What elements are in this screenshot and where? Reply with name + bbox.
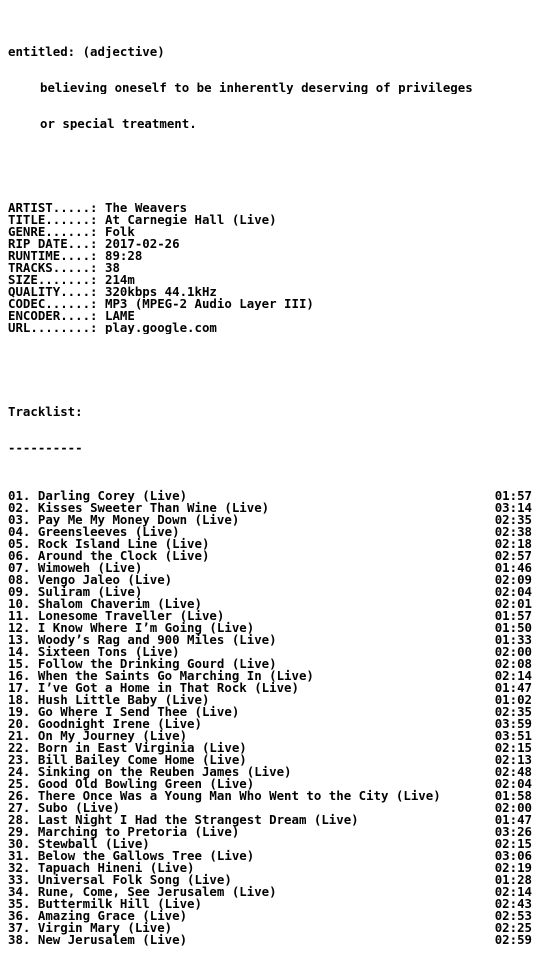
track-title: Go Where I Send Thee (Live) — [37, 704, 240, 719]
track-title: Born in East Virginia (Live) — [37, 740, 247, 755]
track-title: Lonesome Traveller (Live) — [37, 608, 225, 623]
info-row — [8, 238, 532, 250]
track-title: Good Old Bowling Green (Live) — [37, 776, 255, 791]
track-title: Shalom Chaverim (Live) — [37, 596, 202, 611]
track-row — [8, 934, 532, 946]
track-title: Below the Gallows Tree (Live) — [37, 848, 255, 863]
info-row — [8, 274, 532, 286]
nfo-document — [8, 22, 532, 958]
track-duration: 02:15 — [494, 740, 532, 755]
track-title: Buttermilk Hill (Live) — [37, 896, 202, 911]
definition-line-2: or special treatment. — [40, 118, 197, 130]
track-duration: 02:43 — [494, 896, 532, 911]
track-number: 35. — [8, 896, 31, 911]
track-number: 27. — [8, 800, 31, 815]
track-duration: 02:35 — [494, 704, 532, 719]
track-duration: 02:14 — [494, 668, 532, 683]
info-row — [8, 262, 532, 274]
track-number: 23. — [8, 752, 31, 767]
track-title: Subo (Live) — [37, 800, 120, 815]
track-number: 26. — [8, 788, 31, 803]
track-title: Rune, Come, See Jerusalem (Live) — [37, 884, 277, 899]
info-value: MP3 (MPEG-2 Audio Layer III) — [105, 298, 314, 310]
info-value: 38 — [105, 262, 120, 274]
track-number: 24. — [8, 764, 31, 779]
track-number: 30. — [8, 836, 31, 851]
info-key: ENCODER....: — [8, 310, 98, 322]
track-title: When the Saints Go Marching In (Live) — [37, 668, 314, 683]
track-title: Around the Clock (Live) — [37, 548, 210, 563]
track-title: Last Night I Had the Strangest Dream (Live) — [37, 812, 359, 827]
track-number: 38. — [8, 932, 31, 947]
info-key: URL........: — [8, 322, 98, 334]
track-number: 09. — [8, 584, 31, 599]
track-title: Hush Little Baby (Live) — [37, 692, 210, 707]
track-duration: 02:01 — [494, 596, 532, 611]
track-title: Stewball (Live) — [37, 836, 150, 851]
track-number: 22. — [8, 740, 31, 755]
info-key: TITLE......: — [8, 214, 98, 226]
track-number: 07. — [8, 560, 31, 575]
track-number: 16. — [8, 668, 31, 683]
track-duration: 03:26 — [494, 824, 532, 839]
track-title: Bill Bailey Come Home (Live) — [37, 752, 247, 767]
track-list — [8, 490, 532, 946]
track-title: Wimoweh (Live) — [37, 560, 143, 575]
info-value: Folk — [105, 226, 135, 238]
track-duration: 02:57 — [494, 548, 532, 563]
info-key: RIP DATE...: — [8, 238, 98, 250]
track-duration: 02:00 — [494, 800, 532, 815]
info-key: ARTIST.....: — [8, 202, 98, 214]
track-number: 28. — [8, 812, 31, 827]
track-number: 33. — [8, 872, 31, 887]
track-title: New Jerusalem (Live) — [37, 932, 188, 947]
info-value: At Carnegie Hall (Live) — [105, 214, 277, 226]
info-key: QUALITY....: — [8, 286, 98, 298]
track-number: 21. — [8, 728, 31, 743]
track-title: Darling Corey (Live) — [37, 488, 188, 503]
track-duration: 03:14 — [494, 500, 532, 515]
track-duration: 02:59 — [494, 932, 532, 947]
info-value: 320kbps 44.1kHz — [105, 286, 217, 298]
track-number: 11. — [8, 608, 31, 623]
track-duration: 02:13 — [494, 752, 532, 767]
info-value: 2017-02-26 — [105, 238, 180, 250]
track-duration: 01:46 — [494, 560, 532, 575]
track-duration: 03:06 — [494, 848, 532, 863]
track-number: 03. — [8, 512, 31, 527]
track-title: Vengo Jaleo (Live) — [37, 572, 173, 587]
definition-head: entitled: (adjective) — [8, 46, 165, 58]
info-block — [8, 202, 532, 334]
info-row — [8, 250, 532, 262]
track-duration: 01:50 — [494, 620, 532, 635]
track-title: I’ve Got a Home in That Rock (Live) — [37, 680, 299, 695]
track-duration: 02:15 — [494, 836, 532, 851]
info-row — [8, 322, 532, 334]
track-title: Greensleeves (Live) — [37, 524, 180, 539]
track-number: 20. — [8, 716, 31, 731]
track-number: 14. — [8, 644, 31, 659]
info-row — [8, 310, 532, 322]
info-value: 89:28 — [105, 250, 143, 262]
track-duration: 01:02 — [494, 692, 532, 707]
track-duration: 02:00 — [494, 644, 532, 659]
track-number: 25. — [8, 776, 31, 791]
track-number: 10. — [8, 596, 31, 611]
track-duration: 02:14 — [494, 884, 532, 899]
track-duration: 01:57 — [494, 488, 532, 503]
track-duration: 02:04 — [494, 584, 532, 599]
track-duration: 02:38 — [494, 524, 532, 539]
info-row — [8, 226, 532, 238]
track-duration: 03:59 — [494, 716, 532, 731]
info-row — [8, 202, 532, 214]
track-number: 34. — [8, 884, 31, 899]
track-title: Kisses Sweeter Than Wine (Live) — [37, 500, 270, 515]
definition-line-1: believing oneself to be inherently deserving of privileges — [40, 82, 473, 94]
track-duration: 01:28 — [494, 872, 532, 887]
track-title: Rock Island Line (Live) — [37, 536, 210, 551]
track-duration: 02:19 — [494, 860, 532, 875]
info-row — [8, 298, 532, 310]
info-key: TRACKS.....: — [8, 262, 98, 274]
track-duration: 02:09 — [494, 572, 532, 587]
track-number: 06. — [8, 548, 31, 563]
track-number: 17. — [8, 680, 31, 695]
track-duration: 01:58 — [494, 788, 532, 803]
info-value: The Weavers — [105, 202, 188, 214]
track-number: 13. — [8, 632, 31, 647]
track-duration: 03:51 — [494, 728, 532, 743]
info-row — [8, 286, 532, 298]
info-row — [8, 214, 532, 226]
track-title: I Know Where I’m Going (Live) — [37, 620, 255, 635]
track-number: 08. — [8, 572, 31, 587]
track-duration: 02:35 — [494, 512, 532, 527]
track-number: 36. — [8, 908, 31, 923]
track-duration: 01:47 — [494, 680, 532, 695]
track-title: On My Journey (Live) — [37, 728, 188, 743]
tracklist-rule: ---------- — [8, 442, 83, 454]
track-duration: 01:47 — [494, 812, 532, 827]
track-title: Tapuach Hineni (Live) — [37, 860, 195, 875]
track-title: Virgin Mary (Live) — [37, 920, 173, 935]
info-key: CODEC......: — [8, 298, 98, 310]
track-title: Amazing Grace (Live) — [37, 908, 188, 923]
track-title: Pay Me My Money Down (Live) — [37, 512, 240, 527]
info-value: play.google.com — [105, 322, 217, 334]
track-number: 05. — [8, 536, 31, 551]
track-title: Sixteen Tons (Live) — [37, 644, 180, 659]
track-number: 18. — [8, 692, 31, 707]
track-duration: 02:08 — [494, 656, 532, 671]
track-number: 32. — [8, 860, 31, 875]
track-number: 37. — [8, 920, 31, 935]
track-duration: 01:33 — [494, 632, 532, 647]
track-duration: 02:04 — [494, 776, 532, 791]
track-number: 02. — [8, 500, 31, 515]
track-number: 01. — [8, 488, 31, 503]
track-number: 04. — [8, 524, 31, 539]
track-number: 31. — [8, 848, 31, 863]
info-value: 214m — [105, 274, 135, 286]
track-title: Woody’s Rag and 900 Miles (Live) — [37, 632, 277, 647]
track-title: Universal Folk Song (Live) — [37, 872, 232, 887]
track-duration: 02:18 — [494, 536, 532, 551]
track-duration: 01:57 — [494, 608, 532, 623]
spacer — [8, 154, 532, 166]
info-value: LAME — [105, 310, 135, 322]
track-number: 15. — [8, 656, 31, 671]
track-title: Sinking on the Reuben James (Live) — [37, 764, 292, 779]
info-key: SIZE.......: — [8, 274, 98, 286]
track-title: There Once Was a Young Man Who Went to the City (Live) — [37, 788, 441, 803]
tracklist-heading: Tracklist: — [8, 406, 83, 418]
track-duration: 02:48 — [494, 764, 532, 779]
track-title: Marching to Pretoria (Live) — [37, 824, 240, 839]
spacer — [8, 370, 532, 382]
track-left — [8, 934, 187, 946]
track-title: Suliram (Live) — [37, 584, 143, 599]
info-key: RUNTIME....: — [8, 250, 98, 262]
info-key: GENRE......: — [8, 226, 98, 238]
track-title: Goodnight Irene (Live) — [37, 716, 202, 731]
track-number: 12. — [8, 620, 31, 635]
track-duration: 02:25 — [494, 920, 532, 935]
track-duration: 02:53 — [494, 908, 532, 923]
track-title: Follow the Drinking Gourd (Live) — [37, 656, 277, 671]
track-number: 19. — [8, 704, 31, 719]
track-number: 29. — [8, 824, 31, 839]
